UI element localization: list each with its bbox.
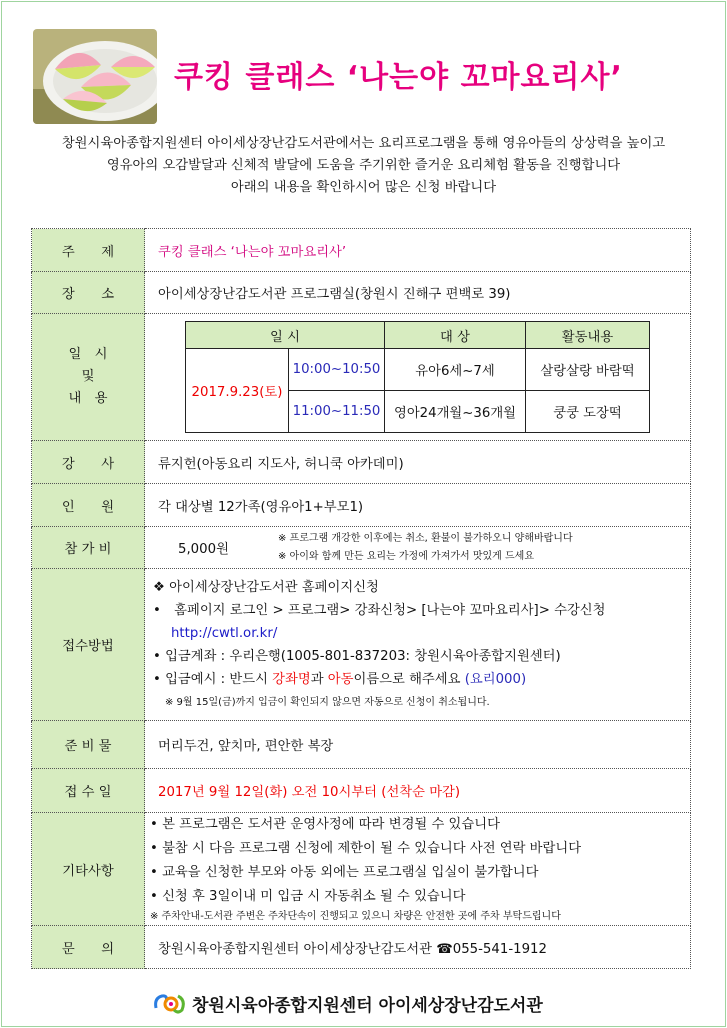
homepage-link[interactable]: http://cwtl.or.kr/ (171, 625, 278, 641)
intro-text (8, 133, 719, 199)
etc-item: • 신청 후 3일이내 미 입금 시 자동취소 될 수 있습니다 (150, 889, 466, 904)
value-fee: 5,000원 (178, 542, 229, 557)
schedule-cell (145, 314, 691, 441)
label-people: 인 원 (32, 484, 145, 527)
label-contact: 문 의 (32, 926, 145, 969)
apply-text: 이름으로 해주세요 (353, 671, 465, 687)
row-contact (32, 926, 691, 969)
fee-note: ※ 아이와 함께 만든 요리는 가정에 가져가서 맛있게 드세요 (278, 550, 534, 562)
etc-item: • 본 프로그램은 도서관 운영사정에 따라 변경될 수 있습니다 (150, 817, 500, 832)
row-etc (32, 813, 691, 926)
center-logo-icon (152, 990, 188, 1016)
schedule-header-time: 일 시 (186, 322, 385, 349)
apply-cell (145, 569, 691, 721)
apply-highlight: 아동 (327, 671, 354, 687)
label-schedule-line: 및 (81, 369, 95, 384)
value-contact: 창원시육아종합지원센터 아이세상장난감도서관 ☎055-541-1912 (145, 926, 691, 969)
intro-line: 아래의 내용을 확인하시어 많은 신청 바랍니다 (230, 180, 497, 195)
row-schedule (32, 314, 691, 441)
footer (152, 990, 543, 1016)
schedule-activity: 쿵쿵 도장떡 (526, 391, 650, 433)
rice-cake-photo (33, 29, 157, 124)
apply-line (153, 668, 690, 691)
schedule-time: 11:00~11:50 (289, 391, 385, 433)
schedule-table (185, 321, 650, 433)
value-people: 각 대상별 12가족(영유아1+부모1) (145, 484, 691, 527)
row-date-apply (32, 769, 691, 813)
apply-line: ❖ 아이세상장난감도서관 홈페이지신청 (153, 579, 379, 595)
apply-line: • 홈페이지 로그인 > 프로그램> 강좌신청> [나는야 꼬마요리사]> 수강신청 (153, 602, 606, 618)
etc-note: ※ 주차안내-도서관 주변은 주차단속이 진행되고 있으니 차량은 안전한 곳에 주차 부탁드립니다 (150, 911, 561, 922)
intro-line: 창원시육아종합지원센터 아이세상장난감도서관에서는 요리프로그램을 통해 영유아들의 상상력을 높이고 (61, 136, 666, 151)
label-subject: 주 제 (32, 229, 145, 272)
row-instructor (32, 441, 691, 484)
label-supplies: 준 비 물 (32, 721, 145, 769)
row-fee (32, 527, 691, 569)
schedule-header-row (186, 322, 650, 349)
label-instructor: 강 사 (32, 441, 145, 484)
value-place: 아이세상장난감도서관 프로그램실(창원시 진해구 편백로 39) (145, 272, 691, 314)
fee-note: ※ 프로그램 개강한 이후에는 취소, 환불이 불가하오니 양해바랍니다 (278, 532, 573, 544)
apply-text: 과 (310, 671, 328, 687)
value-supplies: 머리두건, 앞치마, 편안한 복장 (145, 721, 691, 769)
label-apply: 접수방법 (32, 569, 145, 721)
apply-line: • 입금계좌 : 우리은행(1005-801-837203: 창원시육아종합지원센터) (153, 648, 561, 664)
row-subject (32, 229, 691, 272)
intro-line: 영유아의 오감발달과 신체적 발달에 도움을 주기위한 즐거운 요리체험 활동을 진행합니다 (106, 158, 621, 173)
row-apply (32, 569, 691, 721)
row-people (32, 484, 691, 527)
value-date-apply: 2017년 9월 12일(화) 오전 10시부터 (선착순 마감) (145, 769, 691, 813)
schedule-target: 유아6세~7세 (385, 349, 526, 391)
footer-text: 창원시육아종합지원센터 아이세상장난감도서관 (192, 995, 543, 1016)
schedule-target: 영아24개월~36개월 (385, 391, 526, 433)
schedule-date: 2017.9.23(토) (186, 349, 289, 433)
schedule-row (186, 349, 650, 391)
label-place: 장 소 (32, 272, 145, 314)
value-instructor: 류지헌(아동요리 지도사, 허니쿡 아카데미) (145, 441, 691, 484)
schedule-activity: 살랑살랑 바람떡 (526, 349, 650, 391)
label-etc: 기타사항 (32, 813, 145, 926)
label-schedule-line: 일 시 (68, 347, 108, 362)
label-schedule-line: 내 용 (68, 391, 108, 406)
etc-cell (145, 813, 691, 926)
apply-highlight: 강좌명 (272, 671, 311, 687)
etc-item: • 불참 시 다음 프로그램 신청에 제한이 될 수 있습니다 사전 연락 바랍니다 (150, 841, 582, 856)
page-title: 쿠킹 클래스 ‘나는야 꼬마요리사’ (174, 60, 623, 95)
value-subject: 쿠킹 클래스 ‘나는야 꼬마요리사’ (145, 229, 691, 272)
row-place (32, 272, 691, 314)
schedule-header-activity: 활동내용 (526, 322, 650, 349)
schedule-header-target: 대 상 (385, 322, 526, 349)
apply-example: (요리000) (464, 671, 527, 687)
etc-item: • 교육을 신청한 부모와 아동 외에는 프로그램실 입실이 불가합니다 (150, 865, 539, 880)
label-schedule (32, 314, 145, 441)
apply-note: ※ 9월 15일(금)까지 입금이 확인되지 않으면 자동으로 신청이 취소됩니다. (165, 696, 490, 708)
info-table (31, 228, 691, 969)
schedule-time: 10:00~10:50 (289, 349, 385, 391)
label-date-apply: 접 수 일 (32, 769, 145, 813)
row-supplies (32, 721, 691, 769)
label-fee: 참 가 비 (32, 527, 145, 569)
apply-text: • 입금예시 : 반드시 (153, 671, 273, 687)
fee-cell (145, 527, 691, 569)
